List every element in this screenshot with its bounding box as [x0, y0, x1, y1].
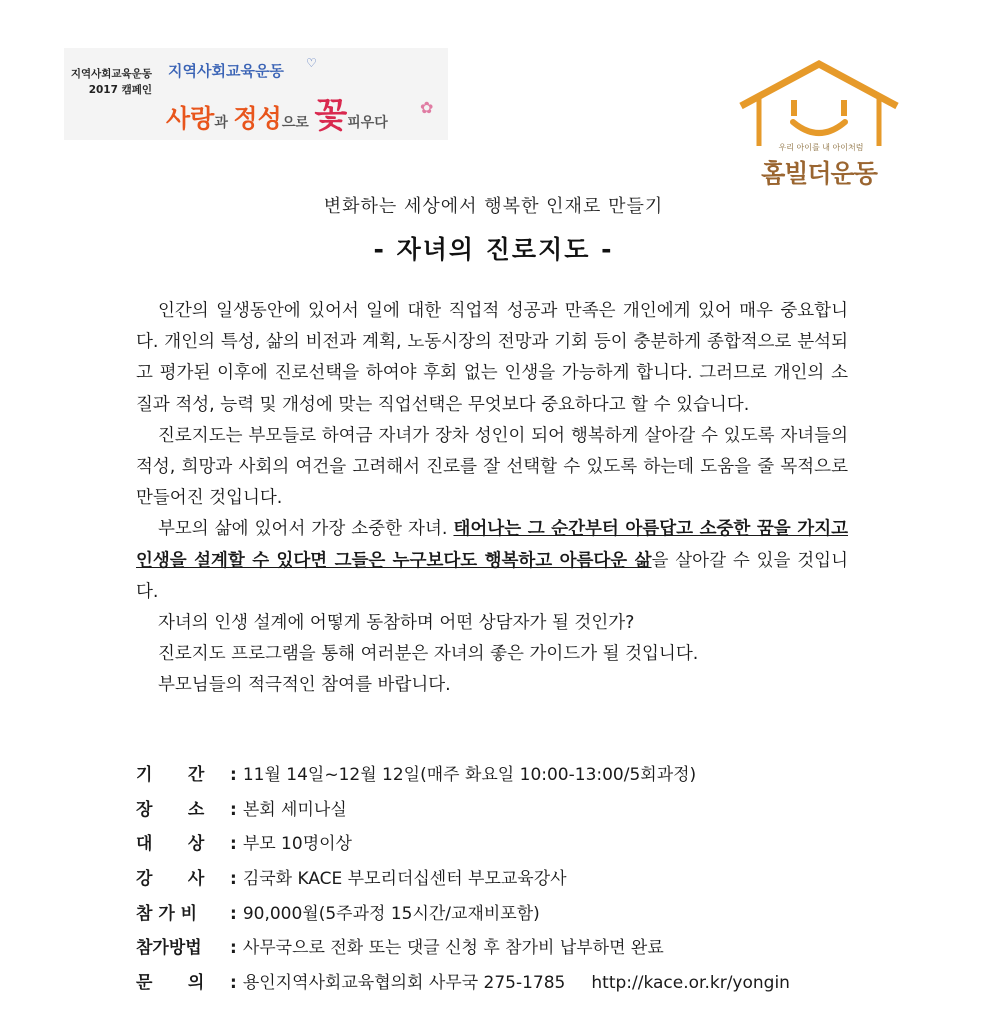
- info-row-method: [136, 933, 896, 968]
- logo-tagline: 우리 아이를 내 아이처럼: [778, 143, 864, 152]
- info-row-fee: [136, 899, 896, 934]
- info-value: 90,000월(5주과정 15시간/교재비포함): [242, 903, 540, 924]
- info-value: 용인지역사회교육협의회 사무국 275-1785: [242, 973, 566, 994]
- info-value: 부모 10명이상: [242, 834, 352, 855]
- contact-url-link[interactable]: http://kace.or.kr/yongin: [591, 973, 790, 994]
- slogan-word-flower: 꽃: [314, 96, 348, 136]
- info-label: 대 상: [136, 834, 205, 855]
- heart-icon: ♡: [306, 56, 317, 70]
- paragraph-5: 진로지도 프로그램을 통해 여러분은 자녀의 좋은 가이드가 될 것입니다.: [158, 644, 699, 665]
- info-row-place: [136, 795, 896, 830]
- slogan-particle-2: 으로: [281, 115, 309, 131]
- info-label: 강 사: [136, 869, 205, 890]
- info-row-target: [136, 829, 896, 864]
- paragraph-4: 자녀의 인생 설계에 어떻게 동참하며 어떤 상담자가 될 것인가?: [158, 613, 635, 634]
- info-value: 김국화 KACE 부모리더십센터 부모교육강사: [242, 869, 567, 890]
- flower-icon: ✿: [420, 98, 434, 117]
- campaign-banner: [64, 48, 448, 140]
- paragraph-2: 진로지도는 부모들로 하여금 자녀가 장차 성인이 되어 행복하게 살아갈 수 있도록 자녀들의 적성, 희망과 사회의 여건을 고려해서 진로를 잘 선택할 수 있도록 하는데 도움을 줄 목적으로 만들어진 것입니다.: [136, 425, 848, 509]
- info-row-instructor: [136, 864, 896, 899]
- slogan-particle-1: 과: [214, 115, 228, 131]
- document-subtitle: 변화하는 세상에서 행복한 인재로 만들기: [323, 196, 664, 217]
- info-colon: :: [230, 903, 237, 924]
- document-title: - 자녀의 진로지도 -: [373, 235, 614, 264]
- paragraph-6: 부모님들의 적극적인 참여를 바랍니다.: [158, 675, 451, 696]
- home-builder-logo: [735, 58, 903, 190]
- info-value: 사무국으로 전화 또는 댓글 신청 후 참가비 납부하면 완료: [242, 938, 664, 959]
- paragraph-3-underlined: 태어나는 그 순간부터 아름답고 소중한 꿈을 가지고 인생을 설계할 수 있다면 그들은 누구보다도 행복하고 아름다운 삶: [136, 519, 849, 571]
- campaign-subtitle: 지역사회교육운동: [168, 62, 284, 80]
- paragraph-3-tail: 을 살아갈 수 있을 것입니다.: [136, 550, 848, 602]
- info-colon: :: [230, 973, 237, 994]
- paragraph-3: [136, 514, 848, 608]
- house-smile-icon: [735, 58, 903, 148]
- info-colon: :: [230, 834, 237, 855]
- paragraph-1: 인간의 일생동안에 있어서 일에 대한 직업적 성공과 만족은 개인에게 있어 매우 중요합니다. 개인의 특성, 삶의 비전과 계획, 노동시장의 전망과 기회 등이 충분하게 종합적으로 분석되고 평가된 이후에 진로선택을 하여야 후회 없는 인생을 가능하게 합니다. 그러므로 개인의 소질과 적성, 능력 및 개성에 맞는 직업선택은 무엇보다 중요하다고 할 수 있습니다.: [136, 301, 848, 415]
- info-row-contact: [136, 968, 896, 1003]
- info-label: 장 소: [136, 799, 205, 820]
- campaign-year-label: [70, 66, 152, 98]
- event-info: [136, 760, 896, 1003]
- campaign-org-label: 지역사회교육운동: [70, 68, 152, 80]
- info-colon: :: [230, 765, 237, 785]
- slogan-word-bloom: 피우다: [347, 115, 388, 131]
- slogan-word-care: 정성: [233, 104, 282, 133]
- paragraph-3-lead: 부모의 삶에 있어서 가장 소중한 자녀.: [158, 519, 454, 540]
- info-colon: :: [230, 799, 237, 820]
- campaign-slogan: [166, 88, 388, 137]
- logo-name: 홈빌더운동: [761, 159, 877, 188]
- info-colon: :: [230, 869, 237, 890]
- info-label: 문 의: [136, 973, 205, 994]
- body-text: [136, 296, 848, 702]
- info-row-period: [136, 760, 896, 795]
- info-value: 11월 14일~12월 12일(매주 화요일 10:00-13:00/5회과정): [242, 765, 697, 785]
- info-label: 참가방법: [136, 938, 202, 959]
- info-label: 기 간: [136, 765, 205, 785]
- info-label: 참 가 비: [136, 903, 198, 924]
- campaign-year-text: 2017 캠페인: [88, 84, 152, 96]
- info-colon: :: [230, 938, 237, 959]
- info-value: 본회 세미나실: [242, 799, 347, 820]
- slogan-word-love: 사랑: [166, 104, 215, 133]
